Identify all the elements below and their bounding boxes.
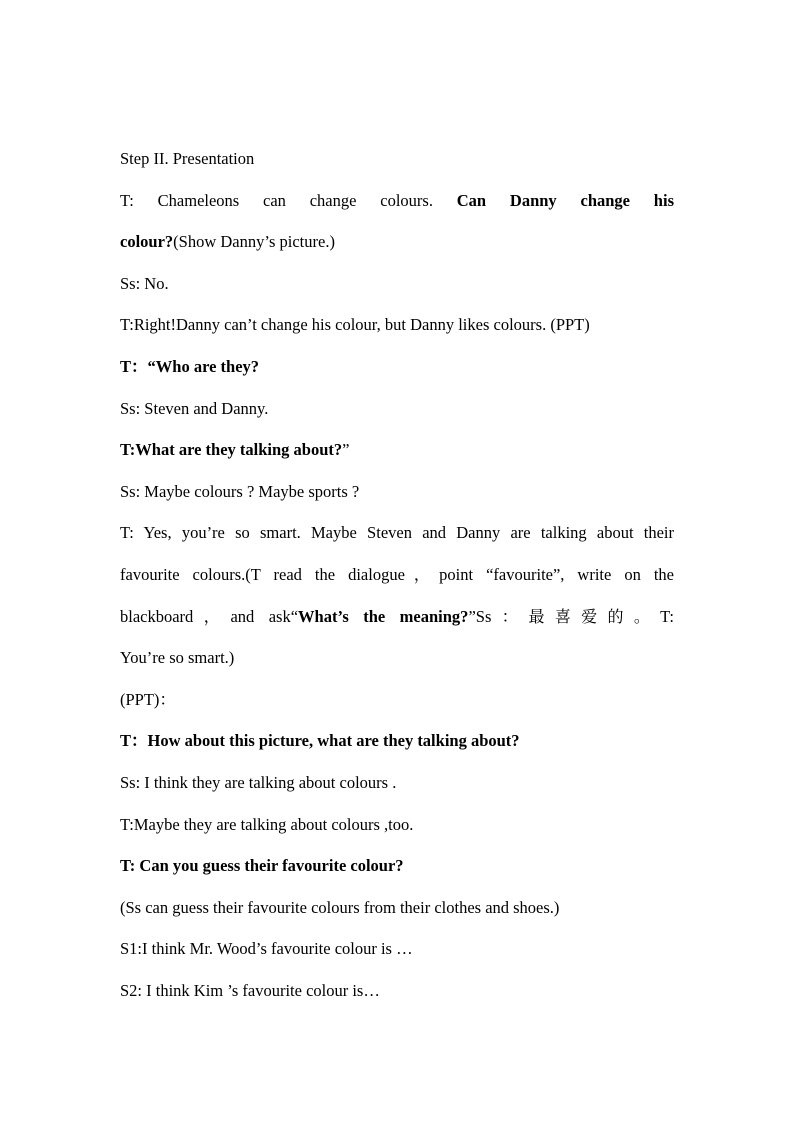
stage-direction: (Show Danny’s picture.) xyxy=(173,232,335,252)
teacher-line: T:Maybe they are talking about colours ,too. xyxy=(120,814,414,834)
paragraph-text: blackboard，and ask“ xyxy=(120,606,299,626)
teacher-question-line: T: Can you guess their favourite colour? xyxy=(120,856,404,876)
stage-direction-line: (Ss can guess their favourite colours from their clothes and shoes.) xyxy=(120,897,560,917)
teacher-question-bold: What’s the meaning? xyxy=(298,606,469,626)
teacher-question-line xyxy=(120,429,674,471)
paragraph-line xyxy=(120,221,674,263)
teacher-question-text: T:What are they talking about? xyxy=(120,440,343,460)
teacher-question-line: T：How about this picture, what are they talking about? xyxy=(120,731,520,751)
student-line: S2: I think Kim ’s favourite colour is… xyxy=(120,980,380,1000)
student-line: Ss: Steven and Danny. xyxy=(120,398,269,418)
teacher-question-text: “Who are they? xyxy=(147,356,260,376)
closing-quote: ” xyxy=(342,440,350,460)
student-line: Ss: No. xyxy=(120,273,169,293)
speaker-prefix: T： xyxy=(120,356,148,376)
paragraph-text: ”Ss： xyxy=(468,606,529,626)
teacher-question-line xyxy=(120,346,674,388)
student-line: Ss: Maybe colours ? Maybe sports ? xyxy=(120,481,360,501)
paragraph-line: You’re so smart.) xyxy=(120,648,235,668)
paragraph-line xyxy=(120,596,674,638)
paragraph-line: favourite colours.(T read the dialogue，point “favourite”, write on the xyxy=(120,564,674,584)
ppt-note: (PPT)： xyxy=(120,689,176,709)
teacher-line-text: T: Chameleons can change colours. xyxy=(120,190,457,210)
step-heading: Step II. Presentation xyxy=(120,149,255,168)
paragraph-text: T: xyxy=(660,606,674,626)
student-line: S1:I think Mr. Wood’s favourite colour is … xyxy=(120,939,413,959)
teacher-question-bold: colour? xyxy=(120,232,174,252)
paragraph-line xyxy=(120,180,674,222)
document-page xyxy=(120,138,674,1011)
student-line: Ss: I think they are talking about colours . xyxy=(120,772,397,792)
teacher-line: T:Right!Danny can’t change his colour, but Danny likes colours. (PPT) xyxy=(120,315,590,335)
paragraph-line: T: Yes, you’re so smart. Maybe Steven and Danny are talking about their xyxy=(120,523,674,543)
chinese-answer: 最喜爱的。 xyxy=(528,606,661,626)
teacher-question-bold: Can Danny change his xyxy=(456,190,674,210)
